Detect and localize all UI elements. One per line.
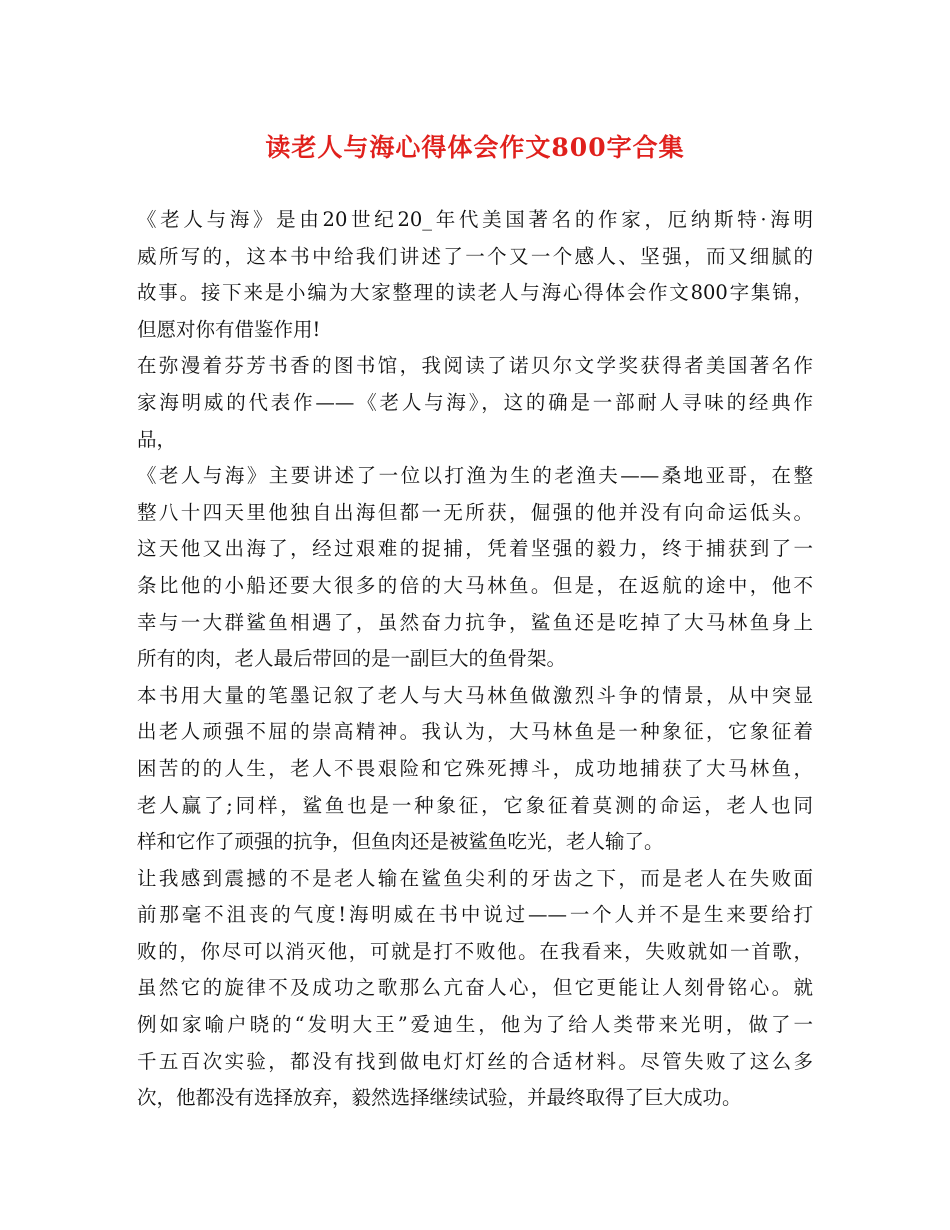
body-line: 《老人与海》是由20世纪20_年代美国著名的作家，厄纳斯特·海明 xyxy=(137,208,813,231)
body-line: 千五百次实验，都没有找到做电灯灯丝的合适材料。尽管失败了这么多 xyxy=(137,1049,813,1073)
body-line: 条比他的小船还要大很多的倍的大马林鱼。但是，在返航的途中，他不 xyxy=(137,573,813,597)
body-line: 让我感到震撼的不是老人输在鲨鱼尖利的牙齿之下，而是老人在失败面 xyxy=(137,866,813,890)
body-line: 幸与一大群鲨鱼相遇了，虽然奋力抗争，鲨鱼还是吃掉了大马林鱼身上 xyxy=(137,610,813,634)
body-line: 整八十四天里他独自出海但都一无所获，倔强的他并没有向命运低头。 xyxy=(137,500,813,524)
body-line: 败的，你尽可以消灭他，可就是打不败他。在我看来，失败就如一首歌， xyxy=(137,939,813,963)
body-line: 出老人顽强不屈的崇高精神。我认为，大马林鱼是一种象征，它象征着 xyxy=(137,720,813,744)
body-line: 品， xyxy=(137,427,177,451)
body-line: 样和它作了顽强的抗争，但鱼肉还是被鲨鱼吃光，老人输了。 xyxy=(137,830,664,854)
body-line: 所有的肉，老人最后带回的是一副巨大的鱼骨架。 xyxy=(137,647,567,671)
body-line: 困苦的的人生，老人不畏艰险和它殊死搏斗，成功地捕获了大马林鱼， xyxy=(137,756,813,780)
document-title: 读老人与海心得体会作文800字合集 xyxy=(265,133,685,162)
body-line: 这天他又出海了，经过艰难的捉捕，凭着坚强的毅力，终于捕获到了一 xyxy=(137,537,813,561)
body-line: 次，他都没有选择放弃，毅然选择继续试验，并最终取得了巨大成功。 xyxy=(137,1086,742,1110)
body-line: 前那毫不沮丧的气度!海明威在书中说过——一个人并不是生来要给打 xyxy=(137,903,813,927)
body-line: 在弥漫着芬芳书香的图书馆，我阅读了诺贝尔文学奖获得者美国著名作 xyxy=(137,354,813,378)
body-line: 本书用大量的笔墨记叙了老人与大马林鱼做激烈斗争的情景，从中突显 xyxy=(137,683,813,707)
body-line: 故事。接下来是小编为大家整理的读老人与海心得体会作文800字集锦， xyxy=(137,281,813,305)
document-body xyxy=(137,202,813,1117)
body-line: 老人赢了;同样，鲨鱼也是一种象征，它象征着莫测的命运，老人也同 xyxy=(137,793,813,817)
body-line: 例如家喻户晓的“发明大王”爱迪生，他为了给人类带来光明，做了一 xyxy=(137,1013,813,1037)
body-line: 《老人与海》主要讲述了一位以打渔为生的老渔夫——桑地亚哥，在整 xyxy=(137,464,813,488)
body-line: 威所写的，这本书中给我们讲述了一个又一个感人、坚强，而又细腻的 xyxy=(137,244,813,268)
body-line: 虽然它的旋律不及成功之歌那么亢奋人心，但它更能让人刻骨铭心。就 xyxy=(137,976,813,1000)
body-line: 家海明威的代表作——《老人与海》，这的确是一部耐人寻味的经典作 xyxy=(137,390,813,414)
body-line: 但愿对你有借鉴作用! xyxy=(137,317,321,341)
